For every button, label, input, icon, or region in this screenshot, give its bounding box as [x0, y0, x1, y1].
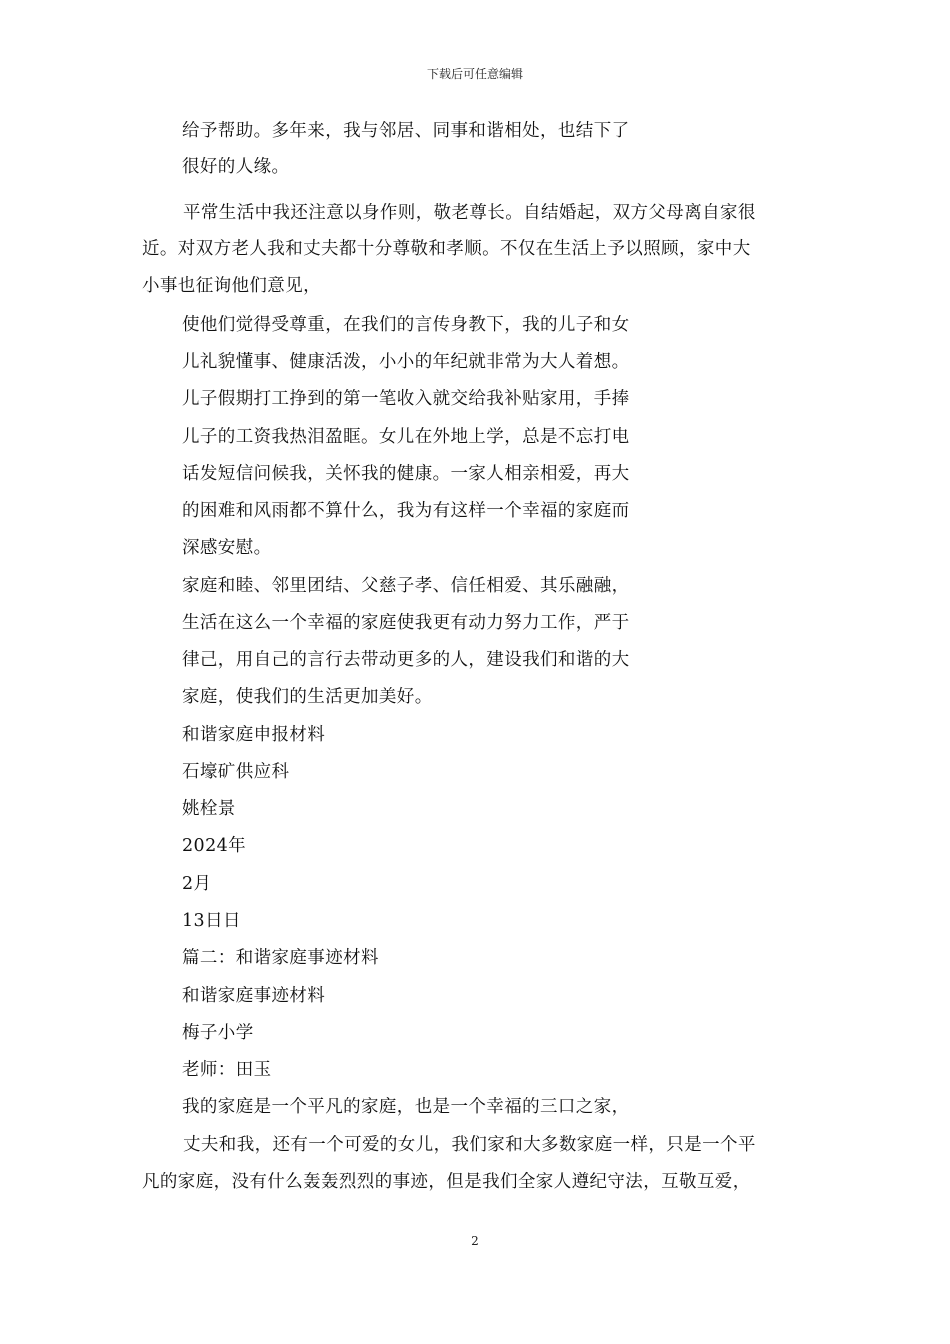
text-line: 律己，用自己的言行去带动更多的人，建设我们和谐的大 — [182, 650, 630, 670]
text-line: 话发短信问候我，关怀我的健康。一家人相亲相爱，再大 — [182, 464, 630, 484]
text-line: 小事也征询他们意见， — [142, 276, 321, 296]
text-line: 和谐家庭申报材料 — [182, 725, 326, 745]
text-line: 2月 — [182, 874, 212, 894]
text-line: 石壕矿供应科 — [182, 762, 290, 782]
text-line: 2024年 — [182, 836, 247, 856]
text-line: 凡的家庭，没有什么轰轰烈烈的事迹，但是我们全家人遵纪守法，互敬互爱， — [142, 1172, 751, 1192]
text-line: 丈夫和我，还有一个可爱的女儿，我们家和大多数家庭一样，只是一个平 — [183, 1135, 756, 1155]
text-line: 儿子的工资我热泪盈眶。女儿在外地上学，总是不忘打电 — [182, 427, 630, 447]
text-line: 家庭，使我们的生活更加美好。 — [182, 687, 433, 707]
text-line: 近。对双方老人我和丈夫都十分尊敬和孝顺。不仅在生活上予以照顾，家中大 — [142, 239, 751, 259]
text-line: 使他们觉得受尊重，在我们的言传身教下，我的儿子和女 — [182, 315, 630, 335]
text-line: 儿子假期打工挣到的第一笔收入就交给我补贴家用，手捧 — [182, 389, 630, 409]
text-line: 深感安慰。 — [182, 538, 272, 558]
text-line: 我的家庭是一个平凡的家庭，也是一个幸福的三口之家， — [182, 1097, 630, 1117]
text-line: 家庭和睦、邻里团结、父慈子孝、信任相爱、其乐融融， — [182, 576, 630, 596]
text-line: 和谐家庭事迹材料 — [182, 986, 326, 1006]
text-line: 很好的人缘。 — [182, 157, 290, 177]
text-line: 13日日 — [182, 911, 241, 931]
text-line: 给予帮助。多年来，我与邻居、同事和谐相处，也结下了 — [182, 121, 630, 141]
text-line: 老师：田玉 — [182, 1060, 272, 1080]
text-line: 的困难和风雨都不算什么，我为有这样一个幸福的家庭而 — [182, 501, 630, 521]
page-number: 2 — [471, 1234, 479, 1248]
text-line: 梅子小学 — [182, 1023, 254, 1043]
text-line: 生活在这么一个幸福的家庭使我更有动力努力工作，严于 — [182, 613, 630, 633]
text-line: 儿礼貌懂事、健康活泼，小小的年纪就非常为大人着想。 — [182, 352, 630, 372]
text-line: 篇二：和谐家庭事迹材料 — [182, 948, 379, 968]
text-line: 姚栓景 — [182, 799, 236, 819]
page-header: 下载后可任意编辑 — [426, 67, 523, 81]
text-line: 平常生活中我还注意以身作则，敬老尊长。自结婚起，双方父母离自家很 — [183, 203, 756, 223]
